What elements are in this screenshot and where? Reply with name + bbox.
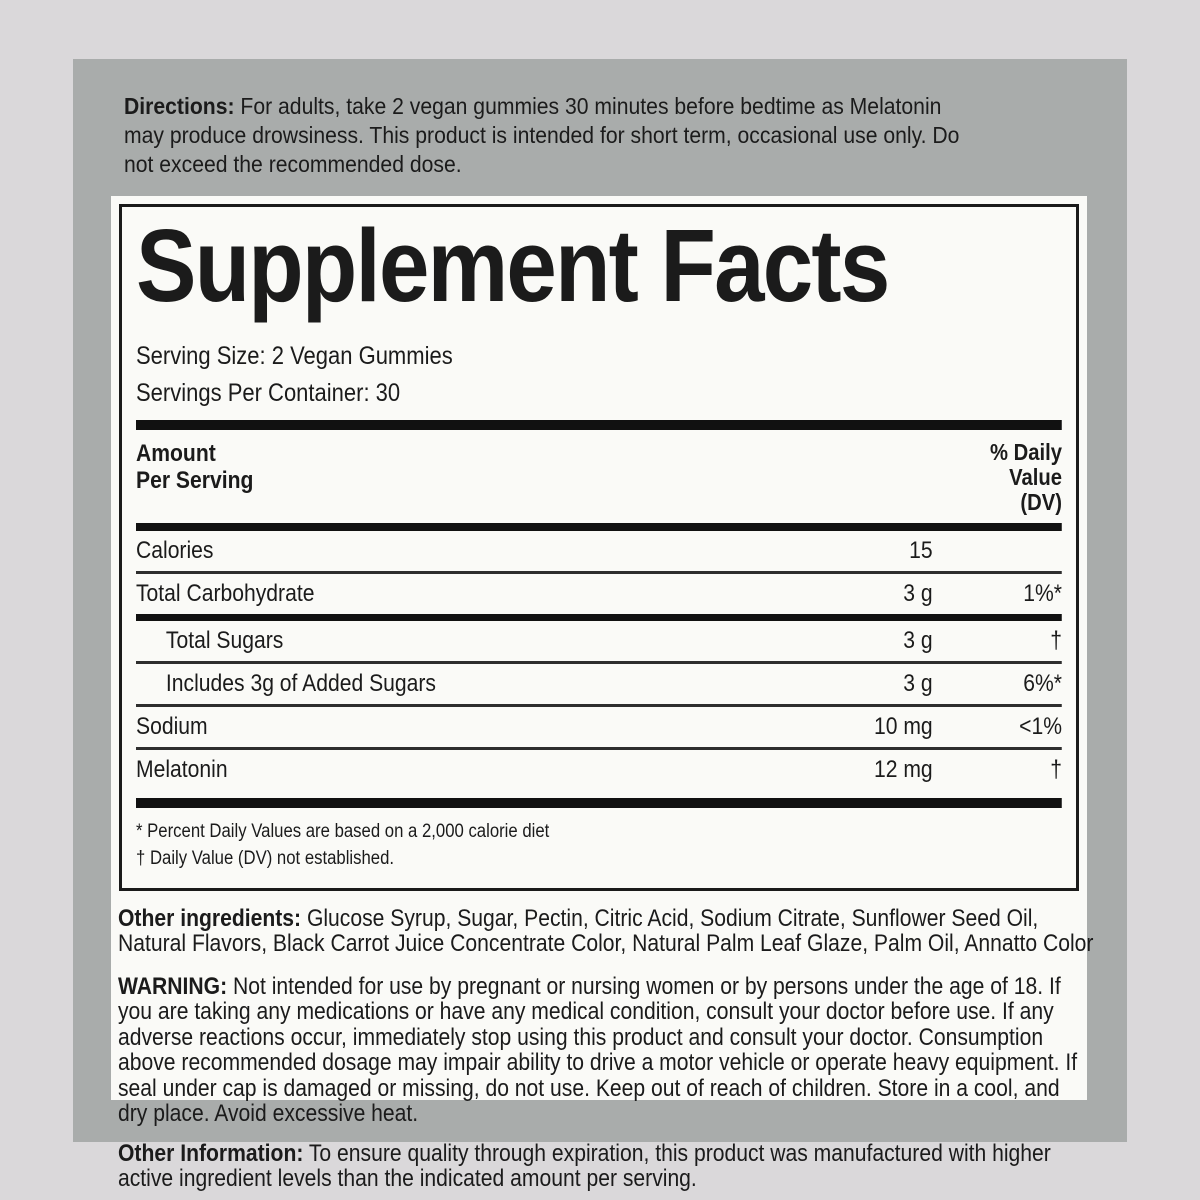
amount-value: 12 mg	[873, 755, 933, 783]
directions-text: For adults, take 2 vegan gummies 30 minutes before bedtime as Melatonin may produce drowsiness. This product is intended for short term, occasional use only. Do not exceed the recommended dose.	[124, 93, 960, 177]
dv-value: †	[1050, 755, 1063, 783]
nutrient-name: Total Carbohydrate	[136, 579, 315, 607]
other-information-paragraph	[118, 1141, 1094, 1192]
amount-value: 10 mg	[873, 712, 933, 740]
footnote-dagger: † Daily Value (DV) not established.	[136, 847, 395, 869]
amount-value: 3 g	[903, 626, 933, 654]
nutrient-name: Total Sugars	[165, 626, 284, 654]
footnote-asterisk: * Percent Daily Values are based on a 2,000 calorie diet	[136, 820, 550, 842]
footnotes	[136, 808, 1062, 888]
warning-paragraph	[118, 974, 1094, 1127]
thick-rule-top	[136, 420, 1062, 430]
nutrient-name: Melatonin	[136, 755, 228, 783]
dv-value: <1%	[1019, 712, 1063, 740]
daily-value-header: % Daily Value (DV)	[990, 438, 1063, 515]
directions-label: Directions:	[124, 93, 235, 119]
thick-rule-header	[136, 523, 1062, 531]
table-row-melatonin	[136, 750, 1062, 790]
other-ingredients-paragraph	[118, 906, 1094, 957]
servings-per-container-line: Servings Per Container: 30	[136, 378, 401, 407]
dv-value: †	[1050, 626, 1063, 654]
thick-rule-bottom	[136, 798, 1062, 808]
directions-paragraph	[124, 92, 987, 179]
nutrient-name: Calories	[136, 536, 214, 564]
table-row-total-sugars	[136, 621, 1062, 664]
dv-value	[933, 537, 1062, 565]
table-row-calories	[136, 531, 1062, 574]
supplement-facts-title: Supplement Facts	[136, 208, 889, 323]
amount-per-serving-header: Amount Per Serving	[136, 439, 254, 494]
amount-value: 3 g	[903, 579, 933, 607]
amount-value: 15	[909, 536, 933, 564]
nutrient-name: Sodium	[136, 712, 208, 740]
table-row-total-carbohydrate	[136, 574, 1062, 621]
other-information-label: Other Information:	[118, 1139, 304, 1167]
dv-value: 6%*	[1023, 669, 1063, 697]
amount-value: 3 g	[903, 669, 933, 697]
supplement-label	[111, 196, 1094, 1193]
other-ingredients-text: Glucose Syrup, Sugar, Pectin, Citric Acid, Sodium Citrate, Sunflower Seed Oil, Natural Flavors, Black Carrot Juice Concentrate Color, Natural Palm Leaf Glaze, Palm Oil, Annatto Color	[118, 904, 1094, 958]
other-ingredients-label: Other ingredients:	[118, 904, 302, 932]
warning-text: Not intended for use by pregnant or nursing women or by persons under the age of 18. If you are taking any medications or have any medical condition, consult your doctor before use. If any adverse reactions occur, immediately stop using this product and consult your doctor. Consumption above recommended dosage may impair ability to drive a motor vehicle or operate heavy equipment. If seal under cap is damaged or missing, do not use. Keep out of reach of children. Store in a cool, and dry place. Avoid excessive heat.	[118, 972, 1078, 1128]
supplement-facts-content	[136, 207, 1062, 888]
other-information-text: To ensure quality through expiration, this product was manufactured with higher active ingredient levels than the indicated amount per serving.	[118, 1139, 1051, 1193]
nutrient-name: Includes 3g of Added Sugars	[165, 669, 436, 697]
table-row-sodium	[136, 707, 1062, 750]
dv-value: 1%*	[1023, 579, 1063, 607]
serving-size-line: Serving Size: 2 Vegan Gummies	[136, 341, 453, 370]
label-panel	[73, 59, 1127, 1193]
warning-label: WARNING:	[118, 972, 228, 1000]
table-header-row	[136, 430, 1062, 523]
supplement-facts-box	[119, 204, 1079, 891]
table-row-added-sugars	[136, 664, 1062, 707]
